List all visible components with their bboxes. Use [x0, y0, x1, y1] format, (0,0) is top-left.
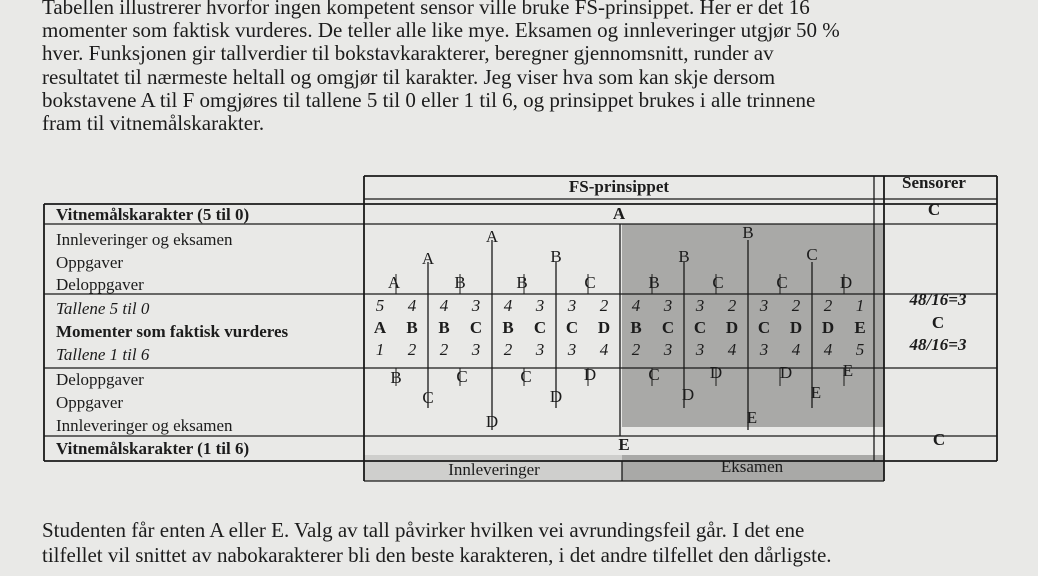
intro-line: hver. Funksjonen gir tallverdier til bokstavkarakterer, beregner gjennomsnitt, runder av [42, 41, 774, 66]
tree-grade-lower-l3: B [390, 368, 402, 387]
moment-grade: B [630, 318, 642, 337]
tree-grade-lower-l2: D [681, 385, 695, 404]
tree-grade-lower-l3: C [456, 367, 468, 386]
intro-line: Tabellen illustrerer hvorfor ingen kompetent sensor ville bruke FS-prinsippet. Her er det 16 [42, 0, 810, 19]
number-5-0: 4 [439, 296, 449, 315]
moment-grade: D [789, 318, 803, 337]
number-1-6: 2 [503, 340, 513, 359]
number-1-6: 3 [759, 340, 769, 359]
number-5-0: 2 [599, 296, 609, 315]
outro-line: Studenten får enten A eller E. Valg av tall påvirker hvilken vei avrundingsfeil går. I det ene [42, 518, 805, 542]
fs-principle-header: FS-prinsippet [568, 177, 670, 196]
number-1-6: 1 [375, 340, 385, 359]
tree-grade-lower-l3: E [842, 361, 854, 380]
number-5-0: 3 [663, 296, 673, 315]
moment-grade: C [661, 318, 675, 337]
tree-grade-lower-l3: D [779, 363, 793, 382]
tree-grade-lower-l3: D [583, 365, 597, 384]
number-1-6: 4 [823, 340, 833, 359]
row-label-vitnemal-bottom: Vitnemålskarakter (1 til 6) [56, 439, 250, 458]
outro-paragraph [42, 518, 1032, 568]
tree-grade-upper-l1: A [485, 227, 499, 246]
tree-grade-lower-l3: D [709, 363, 723, 382]
number-5-0: 2 [791, 296, 801, 315]
intro-line: fram til vitnemålskarakter. [42, 111, 265, 136]
tree-grade-upper-l3: C [584, 273, 596, 292]
tree-grade-upper-l3: D [839, 273, 853, 292]
tree-grade-upper-l3: C [776, 273, 788, 292]
row-label-oppgaver-top: Oppgaver [56, 253, 124, 272]
number-1-6: 4 [599, 340, 609, 359]
number-1-6: 4 [791, 340, 801, 359]
tree-grade-lower-l3: C [520, 367, 532, 386]
footer-eksamen: Eksamen [720, 457, 784, 476]
moment-grade: A [373, 318, 387, 337]
tree-grade-lower-l2: D [549, 387, 563, 406]
moment-grade: C [565, 318, 579, 337]
number-1-6: 2 [407, 340, 417, 359]
row-label-deloppgaver-bottom: Deloppgaver [56, 370, 144, 389]
top-grade-fs: A [612, 204, 626, 223]
number-1-6: 2 [631, 340, 641, 359]
number-5-0: 1 [855, 296, 865, 315]
row-label-tallene-1-6: Tallene 1 til 6 [56, 345, 150, 364]
tree-grade-lower-l3: C [648, 365, 660, 384]
moment-grade: C [533, 318, 547, 337]
moment-grade: B [438, 318, 450, 337]
row-label-innleveringer-eksamen-bottom: Innleveringer og eksamen [56, 416, 233, 435]
number-1-6: 2 [439, 340, 449, 359]
tree-grade-upper-l2: C [806, 245, 818, 264]
row-label-oppgaver-bottom: Oppgaver [56, 393, 124, 412]
number-1-6: 3 [471, 340, 481, 359]
sensor-grade: C [931, 313, 945, 332]
moment-grade: C [757, 318, 771, 337]
sensorer-header: Sensorer [902, 173, 966, 192]
tree-grade-upper-l2: A [421, 249, 435, 268]
intro-line: bokstavene A til F omgjøres til tallene 5 til 0 eller 1 til 6, og prinsippet brukes i alle trinnene [42, 87, 816, 112]
number-5-0: 3 [759, 296, 769, 315]
number-1-6: 4 [727, 340, 737, 359]
tree-grade-upper-l1: B [742, 223, 754, 242]
tree-grade-lower-l1: D [485, 412, 499, 431]
bottom-grade-sensor: C [932, 430, 946, 449]
tree-grade-upper-l3: B [516, 273, 528, 292]
number-5-0: 3 [471, 296, 481, 315]
intro-line: momenter som faktisk vurderes. De teller alle like mye. Eksamen og innleveringer utgjør 50 % [42, 18, 840, 43]
number-1-6: 5 [855, 340, 865, 359]
row-label-momenter: Momenter som faktisk vurderes [56, 322, 289, 341]
footer-innleveringer: Innleveringer [448, 460, 540, 479]
sensor-average-1-6: 48/16=3 [909, 335, 967, 354]
sensor-average-5-0: 48/16=3 [909, 290, 967, 309]
row-label-tallene-5-0: Tallene 5 til 0 [56, 299, 150, 318]
number-1-6: 3 [535, 340, 545, 359]
tree-grade-upper-l2: B [550, 247, 562, 266]
moment-grade: D [821, 318, 835, 337]
number-1-6: 3 [567, 340, 577, 359]
number-5-0: 2 [823, 296, 833, 315]
number-5-0: 4 [503, 296, 513, 315]
bottom-grade-fs: E [618, 435, 630, 454]
row-label-innleveringer-eksamen-top: Innleveringer og eksamen [56, 230, 233, 249]
number-1-6: 3 [663, 340, 673, 359]
number-5-0: 3 [567, 296, 577, 315]
moment-grade: D [597, 318, 611, 337]
top-grade-sensor: C [927, 200, 941, 219]
row-label-deloppgaver-top: Deloppgaver [56, 275, 144, 294]
tree-grade-upper-l2: B [678, 247, 690, 266]
number-5-0: 4 [631, 296, 641, 315]
number-5-0: 2 [727, 296, 737, 315]
number-5-0: 5 [375, 296, 385, 315]
intro-line: resultatet til nærmeste heltall og omgjør til karakter. Jeg viser hva som kan skje dersom [42, 64, 776, 89]
tree-grade-lower-l2: E [810, 383, 822, 402]
outro-line: tilfellet vil snittet av nabokarakterer bli den beste karakteren, i det andre tilfellet den dårligste. [42, 543, 832, 567]
tree-grade-upper-l3: B [454, 273, 466, 292]
moment-grade: D [725, 318, 739, 337]
tree-grade-upper-l3: A [387, 273, 401, 292]
number-5-0: 3 [535, 296, 545, 315]
moment-grade: C [693, 318, 707, 337]
number-1-6: 3 [695, 340, 705, 359]
number-5-0: 4 [407, 296, 417, 315]
moment-grade: B [502, 318, 514, 337]
tree-grade-lower-l2: C [422, 388, 434, 407]
moment-grade: E [854, 318, 866, 337]
row-label-vitnemal-top: Vitnemålskarakter (5 til 0) [56, 205, 250, 224]
number-5-0: 3 [695, 296, 705, 315]
moment-grade: B [406, 318, 418, 337]
tree-grade-upper-l3: B [648, 273, 660, 292]
tree-grade-upper-l3: C [712, 273, 724, 292]
tree-grade-lower-l1: E [746, 408, 758, 427]
moment-grade: C [469, 318, 483, 337]
